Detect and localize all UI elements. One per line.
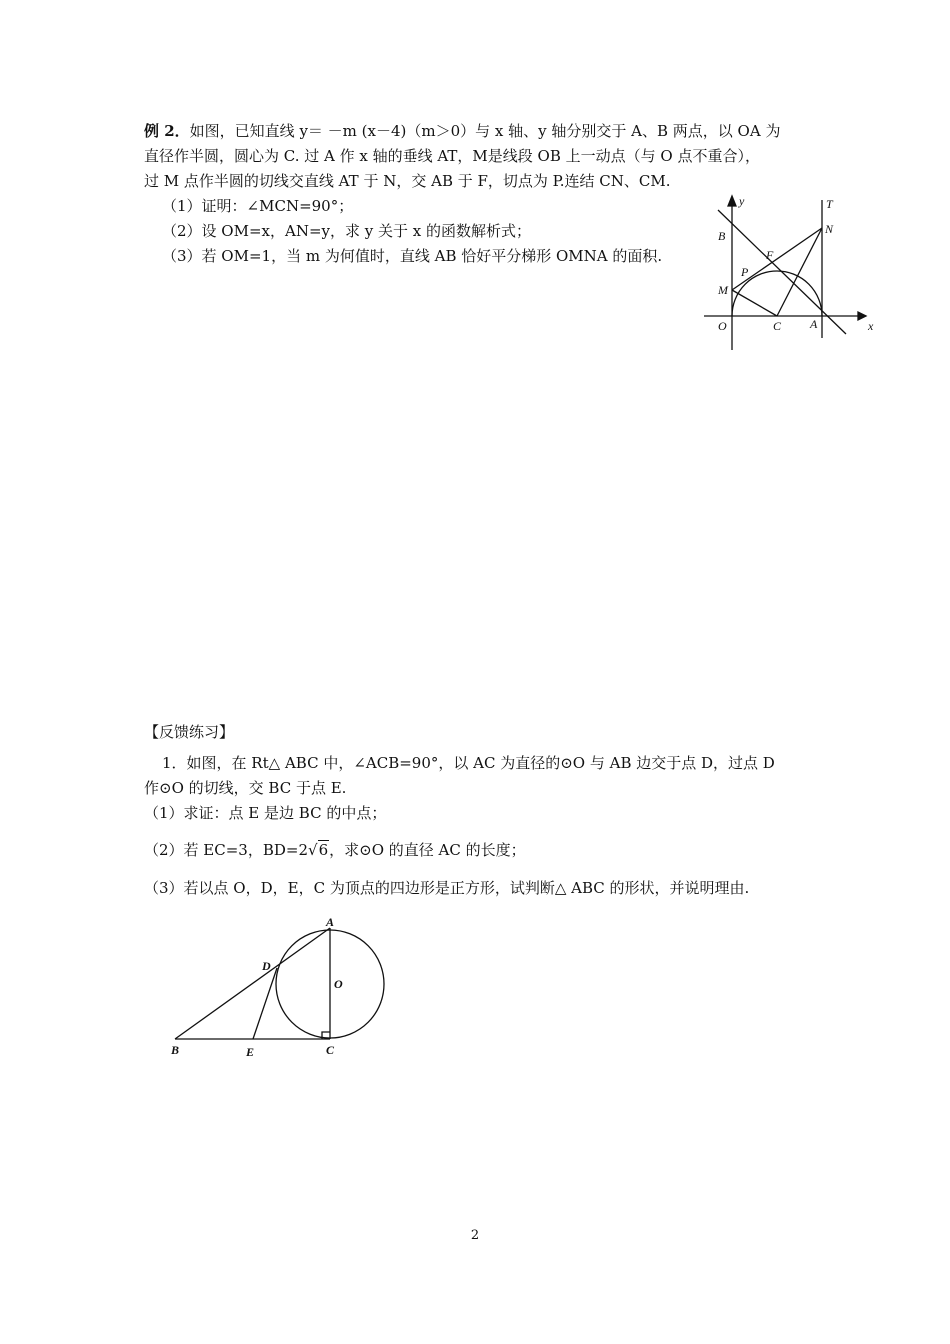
feedback-question-1: （1）求证：点 E 是边 BC 的中点； [144,804,387,822]
label-f: F [766,248,774,262]
label-c: C [773,319,782,333]
label-b: B [718,229,726,243]
feedback-question-2 [144,838,526,863]
example-2-line-1 [144,119,780,144]
example-2-figure [698,190,888,355]
label-t: T [826,197,833,211]
label-m: M [718,283,728,297]
label-a: A [810,317,818,331]
feedback-question-2-pre: （2）若 EC=3，BD=2 [144,841,309,859]
label-o: O [334,977,343,991]
tangent-de [253,968,277,1039]
example-2-line-2: 直径作半圆，圆心为 C. 过 A 作 x 轴的垂线 AT，M是线段 OB 上一动点（与 O 点不重合）， [144,147,760,165]
label-y: y [739,194,745,208]
example-text: 如图，已知直线 y＝ －m (x－4)（m＞0）与 x 轴、y 轴分别交于 A、B 两点，以 OA 为 [189,122,781,140]
x-axis-arrow [858,312,866,320]
example-2-question-3: （3）若 OM=1，当 m 为何值时，直线 AB 恰好平分梯形 OMNA 的面积. [162,247,663,265]
label-x: x [868,319,874,333]
label-d: D [262,959,271,973]
sqrt-radicand: 6 [318,841,329,859]
example-label: 例 2． [144,122,190,140]
feedback-problem-1-line-2: 作⊙O 的切线，交 BC 于点 E. [144,779,347,797]
label-o: O [718,319,727,333]
label-e: E [246,1045,255,1059]
segment-ab [175,928,330,1039]
sqrt-sign: √ [308,841,318,859]
feedback-heading: 【反馈练习】 [144,723,235,741]
label-b: B [171,1043,180,1057]
segment-cm [732,290,777,316]
label-a: A [326,915,335,929]
label-p: P [741,265,749,279]
example-2-question-1: （1）证明：∠MCN=90°； [162,197,354,215]
label-c: C [326,1043,335,1057]
feedback-question-3: （3）若以点 O，D，E，C 为顶点的四边形是正方形，试判断△ ABC 的形状，并说明理由. [144,879,750,897]
example-2-line-3: 过 M 点作半圆的切线交直线 AT 于 N，交 AB 于 F，切点为 P.连结 CN、CM. [144,172,671,190]
label-n: N [825,222,834,236]
y-axis-arrow [728,196,736,206]
feedback-problem-1-line-1: 1．如图，在 Rt△ ABC 中，∠ACB=90°，以 AC 为直径的⊙O 与 AB 边交于点 D，过点 D [162,754,775,772]
page-number: 2 [470,1228,480,1243]
example-2-question-2: （2）设 OM=x，AN=y，求 y 关于 x 的函数解析式； [162,222,532,240]
feedback-figure [165,912,395,1062]
feedback-question-2-post: ，求⊙O 的直径 AC 的长度； [329,841,526,859]
